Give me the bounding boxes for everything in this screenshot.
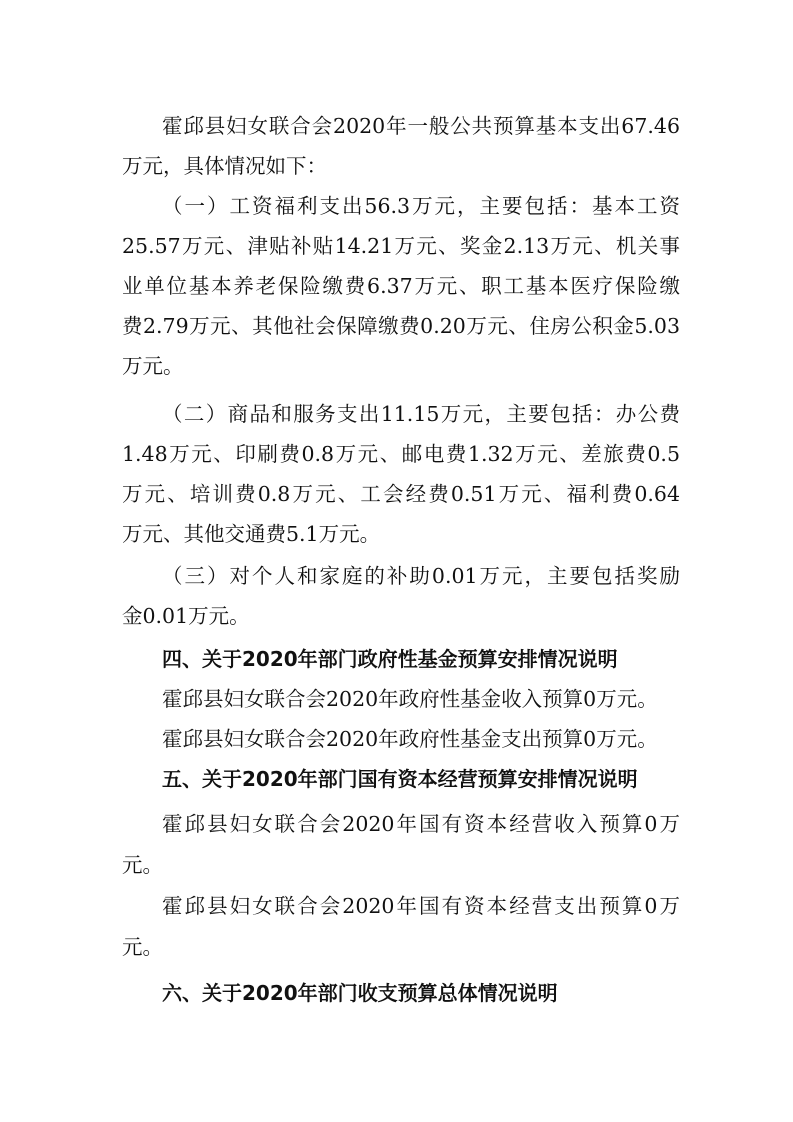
section-heading: 四、关于2020年部门政府性基金预算安排情况说明 xyxy=(162,647,618,671)
paragraph-line: 万元，具体情况如下： xyxy=(122,154,327,178)
paragraph-line: 霍邱县妇女联合会2020年政府性基金支出预算0万元。 xyxy=(162,727,658,751)
paragraph-line: 霍邱县妇女联合会2020年国有资本经营支出预算0万 xyxy=(162,894,680,918)
paragraph-line: 霍邱县妇女联合会2020年国有资本经营收入预算0万 xyxy=(162,812,680,836)
paragraph-line: （一）工资福利支出56.3万元，主要包括：基本工资 xyxy=(162,194,680,218)
paragraph-line: 万元、其他交通费5.1万元。 xyxy=(122,522,381,546)
paragraph-line: 元。 xyxy=(122,935,163,959)
paragraph-line: 万元、培训费0.8万元、工会经费0.51万元、福利费0.64 xyxy=(122,482,680,506)
section-heading: 五、关于2020年部门国有资本经营预算安排情况说明 xyxy=(162,767,638,791)
paragraph-line: （三）对个人和家庭的补助0.01万元，主要包括奖励 xyxy=(162,564,680,588)
paragraph-line: 万元。 xyxy=(122,354,184,378)
paragraph-line: 元。 xyxy=(122,853,163,877)
paragraph-line: 霍邱县妇女联合会2020年一般公共预算基本支出67.46 xyxy=(162,114,680,138)
paragraph-line: 金0.01万元。 xyxy=(122,604,250,628)
paragraph-line: 25.57万元、津贴补贴14.21万元、奖金2.13万元、机关事 xyxy=(122,234,680,258)
paragraph-line: 1.48万元、印刷费0.8万元、邮电费1.32万元、差旅费0.5 xyxy=(122,442,680,466)
paragraph-line: （二）商品和服务支出11.15万元，主要包括：办公费 xyxy=(162,402,680,426)
section-heading: 六、关于2020年部门收支预算总体情况说明 xyxy=(162,981,558,1005)
paragraph-line: 霍邱县妇女联合会2020年政府性基金收入预算0万元。 xyxy=(162,687,658,711)
paragraph-line: 业单位基本养老保险缴费6.37万元、职工基本医疗保险缴 xyxy=(122,274,680,298)
paragraph-line: 费2.79万元、其他社会保障缴费0.20万元、住房公积金5.03 xyxy=(122,314,680,338)
